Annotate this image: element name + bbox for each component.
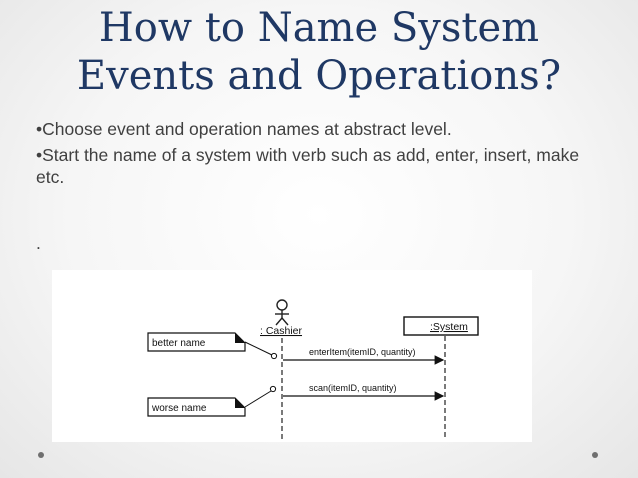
- trailing-dot: .: [36, 233, 41, 253]
- note-worse-name: [148, 386, 276, 416]
- nav-dot-left-icon: [38, 452, 44, 458]
- note-better-name: [148, 333, 277, 359]
- cashier-label: : Cashier: [260, 325, 303, 337]
- message-label-1: enterItem(itemID, quantity): [309, 347, 416, 357]
- message-label-2: scan(itemID, quantity): [309, 383, 397, 393]
- title-line-2: Events and Operations?: [76, 53, 562, 99]
- bullet-item: •Choose event and operation names at abstract level.: [36, 119, 452, 139]
- nav-dot-right-icon: [592, 452, 598, 458]
- bullet-item: •Start the name of a system with verb such as add, enter, insert, make etc.: [36, 145, 580, 187]
- sequence-diagram-svg: [52, 270, 532, 442]
- actor-stick-figure-icon: [275, 300, 289, 325]
- title-line-1: How to Name System: [98, 5, 540, 51]
- slide-title: [0, 4, 638, 100]
- sequence-diagram: [52, 270, 532, 442]
- note-worse-label: worse name: [152, 403, 207, 414]
- note-better-label: better name: [152, 338, 206, 349]
- system-label: :System: [430, 321, 468, 333]
- bullet-list: [36, 118, 596, 258]
